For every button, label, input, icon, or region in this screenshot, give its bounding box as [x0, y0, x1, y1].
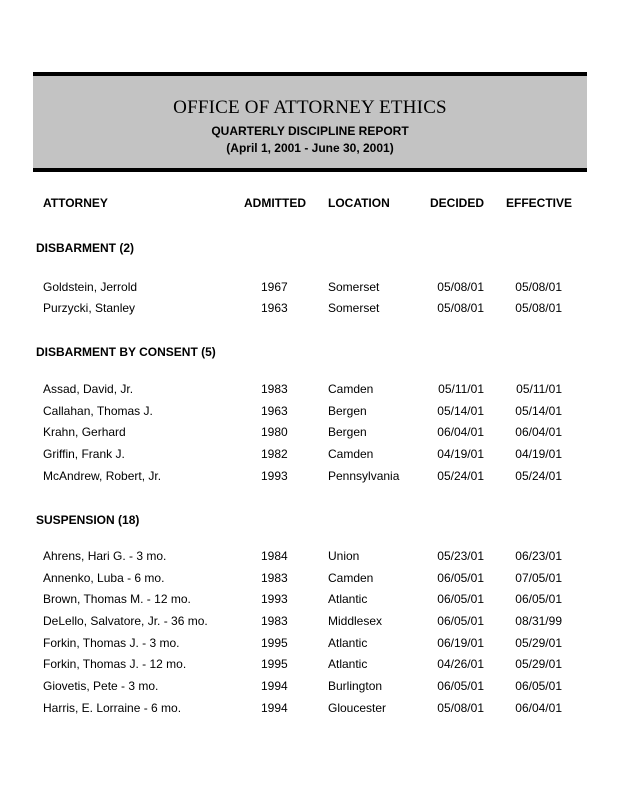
report-title: QUARTERLY DISCIPLINE REPORT — [211, 124, 409, 138]
decided-date: 05/23/01 — [437, 549, 484, 563]
decided-date: 06/05/01 — [437, 592, 484, 606]
table-row — [0, 701, 618, 717]
location: Union — [328, 549, 360, 563]
location: Bergen — [328, 425, 367, 439]
attorney-name: Ahrens, Hari G. - 3 mo. — [43, 549, 167, 563]
attorney-name: Annenko, Luba - 6 mo. — [43, 571, 165, 585]
column-header-attorney: ATTORNEY — [43, 196, 108, 210]
location: Camden — [328, 571, 374, 585]
table-row — [0, 592, 618, 608]
column-header-admitted: ADMITTED — [244, 196, 306, 210]
effective-date: 06/04/01 — [515, 701, 562, 715]
effective-date: 06/04/01 — [515, 425, 562, 439]
admitted-year: 1982 — [261, 447, 288, 461]
decided-date: 06/05/01 — [437, 614, 484, 628]
table-row — [0, 571, 618, 587]
table-row — [0, 425, 618, 441]
location: Atlantic — [328, 636, 368, 650]
attorney-name: Callahan, Thomas J. — [43, 404, 153, 418]
admitted-year: 1983 — [261, 382, 288, 396]
attorney-name: DeLello, Salvatore, Jr. - 36 mo. — [43, 614, 208, 628]
location: Gloucester — [328, 701, 387, 715]
column-header-effective: EFFECTIVE — [506, 196, 573, 210]
effective-date: 05/08/01 — [515, 301, 562, 315]
effective-date: 05/11/01 — [516, 382, 562, 396]
attorney-name: Harris, E. Lorraine - 6 mo. — [43, 701, 182, 715]
location: Bergen — [328, 404, 367, 418]
effective-date: 05/29/01 — [515, 636, 562, 650]
location: Somerset — [328, 280, 380, 294]
decided-date: 05/24/01 — [437, 469, 484, 483]
column-header-decided: DECIDED — [430, 196, 485, 210]
table-row — [0, 636, 618, 652]
admitted-year: 1994 — [261, 679, 288, 693]
effective-date: 07/05/01 — [515, 571, 562, 585]
location: Camden — [328, 447, 374, 461]
decided-date: 06/19/01 — [437, 636, 484, 650]
effective-date: 04/19/01 — [515, 447, 562, 461]
attorney-name: Giovetis, Pete - 3 mo. — [43, 679, 159, 693]
admitted-year: 1993 — [261, 592, 288, 606]
decided-date: 06/05/01 — [437, 571, 484, 585]
attorney-name: Purzycki, Stanley — [43, 301, 136, 315]
admitted-year: 1983 — [261, 614, 288, 628]
attorney-name: Griffin, Frank J. — [43, 447, 125, 461]
attorney-name: Brown, Thomas M. - 12 mo. — [43, 592, 191, 606]
location: Burlington — [328, 679, 383, 693]
table-row — [0, 280, 618, 296]
admitted-year: 1980 — [261, 425, 288, 439]
table-row — [0, 382, 618, 398]
effective-date: 06/05/01 — [515, 679, 562, 693]
effective-date: 05/14/01 — [515, 404, 562, 418]
attorney-name: Goldstein, Jerrold — [43, 280, 138, 294]
admitted-year: 1994 — [261, 701, 288, 715]
decided-date: 04/26/01 — [437, 657, 484, 671]
admitted-year: 1993 — [261, 469, 288, 483]
attorney-name: McAndrew, Robert, Jr. — [43, 469, 162, 483]
report-period: (April 1, 2001 - June 30, 2001) — [226, 141, 394, 155]
attorney-name: Forkin, Thomas J. - 12 mo. — [43, 657, 187, 671]
effective-date: 06/23/01 — [515, 549, 562, 563]
admitted-year: 1983 — [261, 571, 288, 585]
location: Middlesex — [328, 614, 383, 628]
decided-date: 05/08/01 — [437, 280, 484, 294]
report-header — [33, 72, 587, 172]
decided-date: 05/11/01 — [438, 382, 484, 396]
office-title: OFFICE OF ATTORNEY ETHICS — [173, 97, 447, 118]
table-row — [0, 549, 618, 565]
location: Pennsylvania — [328, 469, 400, 483]
table-row — [0, 447, 618, 463]
decided-date: 05/14/01 — [437, 404, 484, 418]
admitted-year: 1963 — [261, 404, 288, 418]
decided-date: 05/08/01 — [437, 301, 484, 315]
attorney-name: Assad, David, Jr. — [43, 382, 134, 396]
attorney-name: Forkin, Thomas J. - 3 mo. — [43, 636, 180, 650]
table-row — [0, 657, 618, 673]
admitted-year: 1963 — [261, 301, 288, 315]
admitted-year: 1984 — [261, 549, 288, 563]
effective-date: 05/29/01 — [515, 657, 562, 671]
section-heading-disbarment-by-consent: DISBARMENT BY CONSENT (5) — [36, 345, 216, 359]
table-row — [0, 404, 618, 420]
location: Atlantic — [328, 657, 368, 671]
table-row — [0, 469, 618, 485]
attorney-name: Krahn, Gerhard — [43, 425, 126, 439]
table-row — [0, 301, 618, 317]
admitted-year: 1995 — [261, 636, 288, 650]
table-row — [0, 679, 618, 695]
decided-date: 06/04/01 — [437, 425, 484, 439]
admitted-year: 1967 — [261, 280, 288, 294]
decided-date: 06/05/01 — [437, 679, 484, 693]
decided-date: 04/19/01 — [437, 447, 484, 461]
effective-date: 05/08/01 — [515, 280, 562, 294]
effective-date: 08/31/99 — [515, 614, 562, 628]
column-header-location: LOCATION — [328, 196, 390, 210]
effective-date: 05/24/01 — [515, 469, 562, 483]
location: Camden — [328, 382, 374, 396]
admitted-year: 1995 — [261, 657, 288, 671]
effective-date: 06/05/01 — [515, 592, 562, 606]
section-heading-suspension: SUSPENSION (18) — [36, 513, 140, 527]
section-heading-disbarment: DISBARMENT (2) — [36, 241, 134, 255]
location: Atlantic — [328, 592, 368, 606]
location: Somerset — [328, 301, 380, 315]
decided-date: 05/08/01 — [437, 701, 484, 715]
table-row — [0, 614, 618, 630]
